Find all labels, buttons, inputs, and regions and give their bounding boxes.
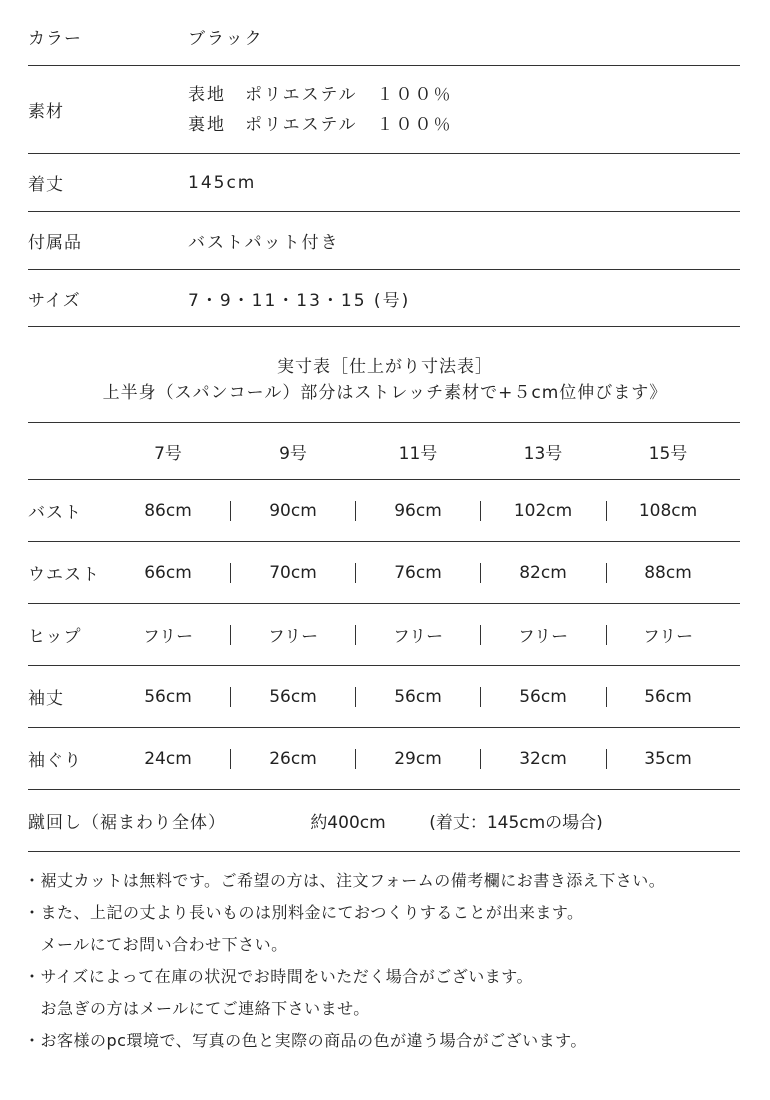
note-line: ・サイズによって在庫の状況でお時間をいただく場合がございます。 <box>24 967 533 986</box>
size-table <box>28 422 740 852</box>
spec-value <box>188 286 410 311</box>
column-divider <box>480 501 481 521</box>
table-cell: 70cm <box>269 562 317 583</box>
spec-value-line: ブラック <box>188 29 264 49</box>
column-divider <box>355 625 356 645</box>
column-header: 9号 <box>279 443 307 464</box>
spec-value-line: 7・9・11・13・15 (号) <box>188 290 411 311</box>
column-header: 15号 <box>648 443 688 464</box>
table-cell: 66cm <box>144 562 192 583</box>
table-cell: 24cm <box>144 748 192 769</box>
table-cell: 56cm <box>144 686 192 707</box>
table-cell: 108cm <box>638 500 698 521</box>
spec-value-line: 145cm <box>188 172 257 193</box>
table-cell: 82cm <box>519 562 567 583</box>
column-header: 11号 <box>398 443 438 464</box>
table-cell: 29cm <box>394 748 442 769</box>
note-line: ・裾丈カットは無料です。ご希望の方は、注文フォームの備考欄にお書き添え下さい。 <box>24 871 666 890</box>
table-row <box>28 604 740 666</box>
column-divider <box>230 687 231 707</box>
table-cell: 56cm <box>269 686 317 707</box>
column-divider <box>355 563 356 583</box>
column-divider <box>606 625 607 645</box>
hem-value: 約400cm <box>310 813 386 833</box>
table-cell: フリー <box>517 627 569 647</box>
column-divider <box>480 687 481 707</box>
spec-value <box>188 228 340 253</box>
spec-row-accessories <box>28 212 740 270</box>
spec-value <box>188 24 264 49</box>
table-header-row <box>28 422 740 480</box>
spec-value <box>188 80 452 140</box>
row-label: ウエスト <box>28 565 100 585</box>
row-label: ヒップ <box>28 627 82 647</box>
column-divider <box>606 501 607 521</box>
table-cell: 26cm <box>269 748 317 769</box>
table-title: 実寸表［仕上がり寸法表］ <box>277 357 493 377</box>
table-cell: フリー <box>142 627 194 647</box>
column-divider <box>230 501 231 521</box>
column-header: 7号 <box>154 443 182 464</box>
spec-label: 付属品 <box>28 233 82 253</box>
table-cell: 56cm <box>519 686 567 707</box>
table-cell: 32cm <box>519 748 567 769</box>
table-row <box>28 666 740 728</box>
spec-label: 着丈 <box>28 175 64 195</box>
table-cell: 88cm <box>644 562 692 583</box>
column-divider <box>230 749 231 769</box>
table-caption <box>0 354 770 406</box>
column-divider <box>355 687 356 707</box>
note-line: お急ぎの方はメールにてご連絡下さいませ。 <box>24 999 370 1018</box>
table-cell: 56cm <box>644 686 692 707</box>
table-cell: 76cm <box>394 562 442 583</box>
column-divider <box>480 563 481 583</box>
spec-value-line: 裏地 ポリエステル １００％ <box>188 114 453 135</box>
spec-row-size <box>28 270 740 327</box>
column-divider <box>480 749 481 769</box>
spec-label: カラー <box>28 29 82 49</box>
table-cell: 90cm <box>269 500 317 521</box>
table-cell: フリー <box>392 627 444 647</box>
table-body <box>28 480 740 790</box>
column-divider <box>355 749 356 769</box>
spec-row-color <box>28 8 740 66</box>
table-subtitle: 上半身（スパンコール）部分はストレッチ素材で+５cm位伸びます》 <box>102 383 668 403</box>
table-cell: 86cm <box>144 500 192 521</box>
table-cell: 96cm <box>394 500 442 521</box>
spec-list <box>28 8 740 327</box>
table-cell: 35cm <box>644 748 692 769</box>
column-header: 13号 <box>523 443 563 464</box>
column-divider <box>606 749 607 769</box>
table-cell: 102cm <box>513 500 573 521</box>
hem-label: 蹴回し（裾まわり全体） <box>28 813 226 833</box>
table-cell: フリー <box>642 627 694 647</box>
table-row <box>28 728 740 790</box>
column-divider <box>606 563 607 583</box>
spec-value-line: バストパット付き <box>188 233 340 253</box>
spec-value-line: 表地 ポリエステル １００％ <box>188 84 453 105</box>
notes <box>24 865 754 1057</box>
spec-value <box>188 173 256 193</box>
column-divider <box>606 687 607 707</box>
table-row <box>28 542 740 604</box>
spec-row-length <box>28 154 740 212</box>
table-cell: フリー <box>267 627 319 647</box>
spec-label: 素材 <box>28 102 64 122</box>
column-divider <box>230 625 231 645</box>
row-label: バスト <box>28 503 82 523</box>
note-line: ・また、上記の丈より長いものは別料金にておつくりすることが出来ます。 <box>24 903 584 922</box>
row-label: 袖ぐり <box>28 751 82 771</box>
note-line: ・お客様のpc環境で、写真の色と実際の商品の色が違う場合がございます。 <box>24 1031 587 1050</box>
column-divider <box>480 625 481 645</box>
column-divider <box>355 501 356 521</box>
hem-row <box>28 790 740 852</box>
spec-label: サイズ <box>28 290 81 311</box>
column-divider <box>230 563 231 583</box>
row-label: 袖丈 <box>28 689 64 709</box>
spec-row-material <box>28 66 740 154</box>
hem-note: (着丈：145cmの場合) <box>429 813 603 833</box>
note-line: メールにてお問い合わせ下さい。 <box>24 935 288 954</box>
table-cell: 56cm <box>394 686 442 707</box>
table-row <box>28 480 740 542</box>
